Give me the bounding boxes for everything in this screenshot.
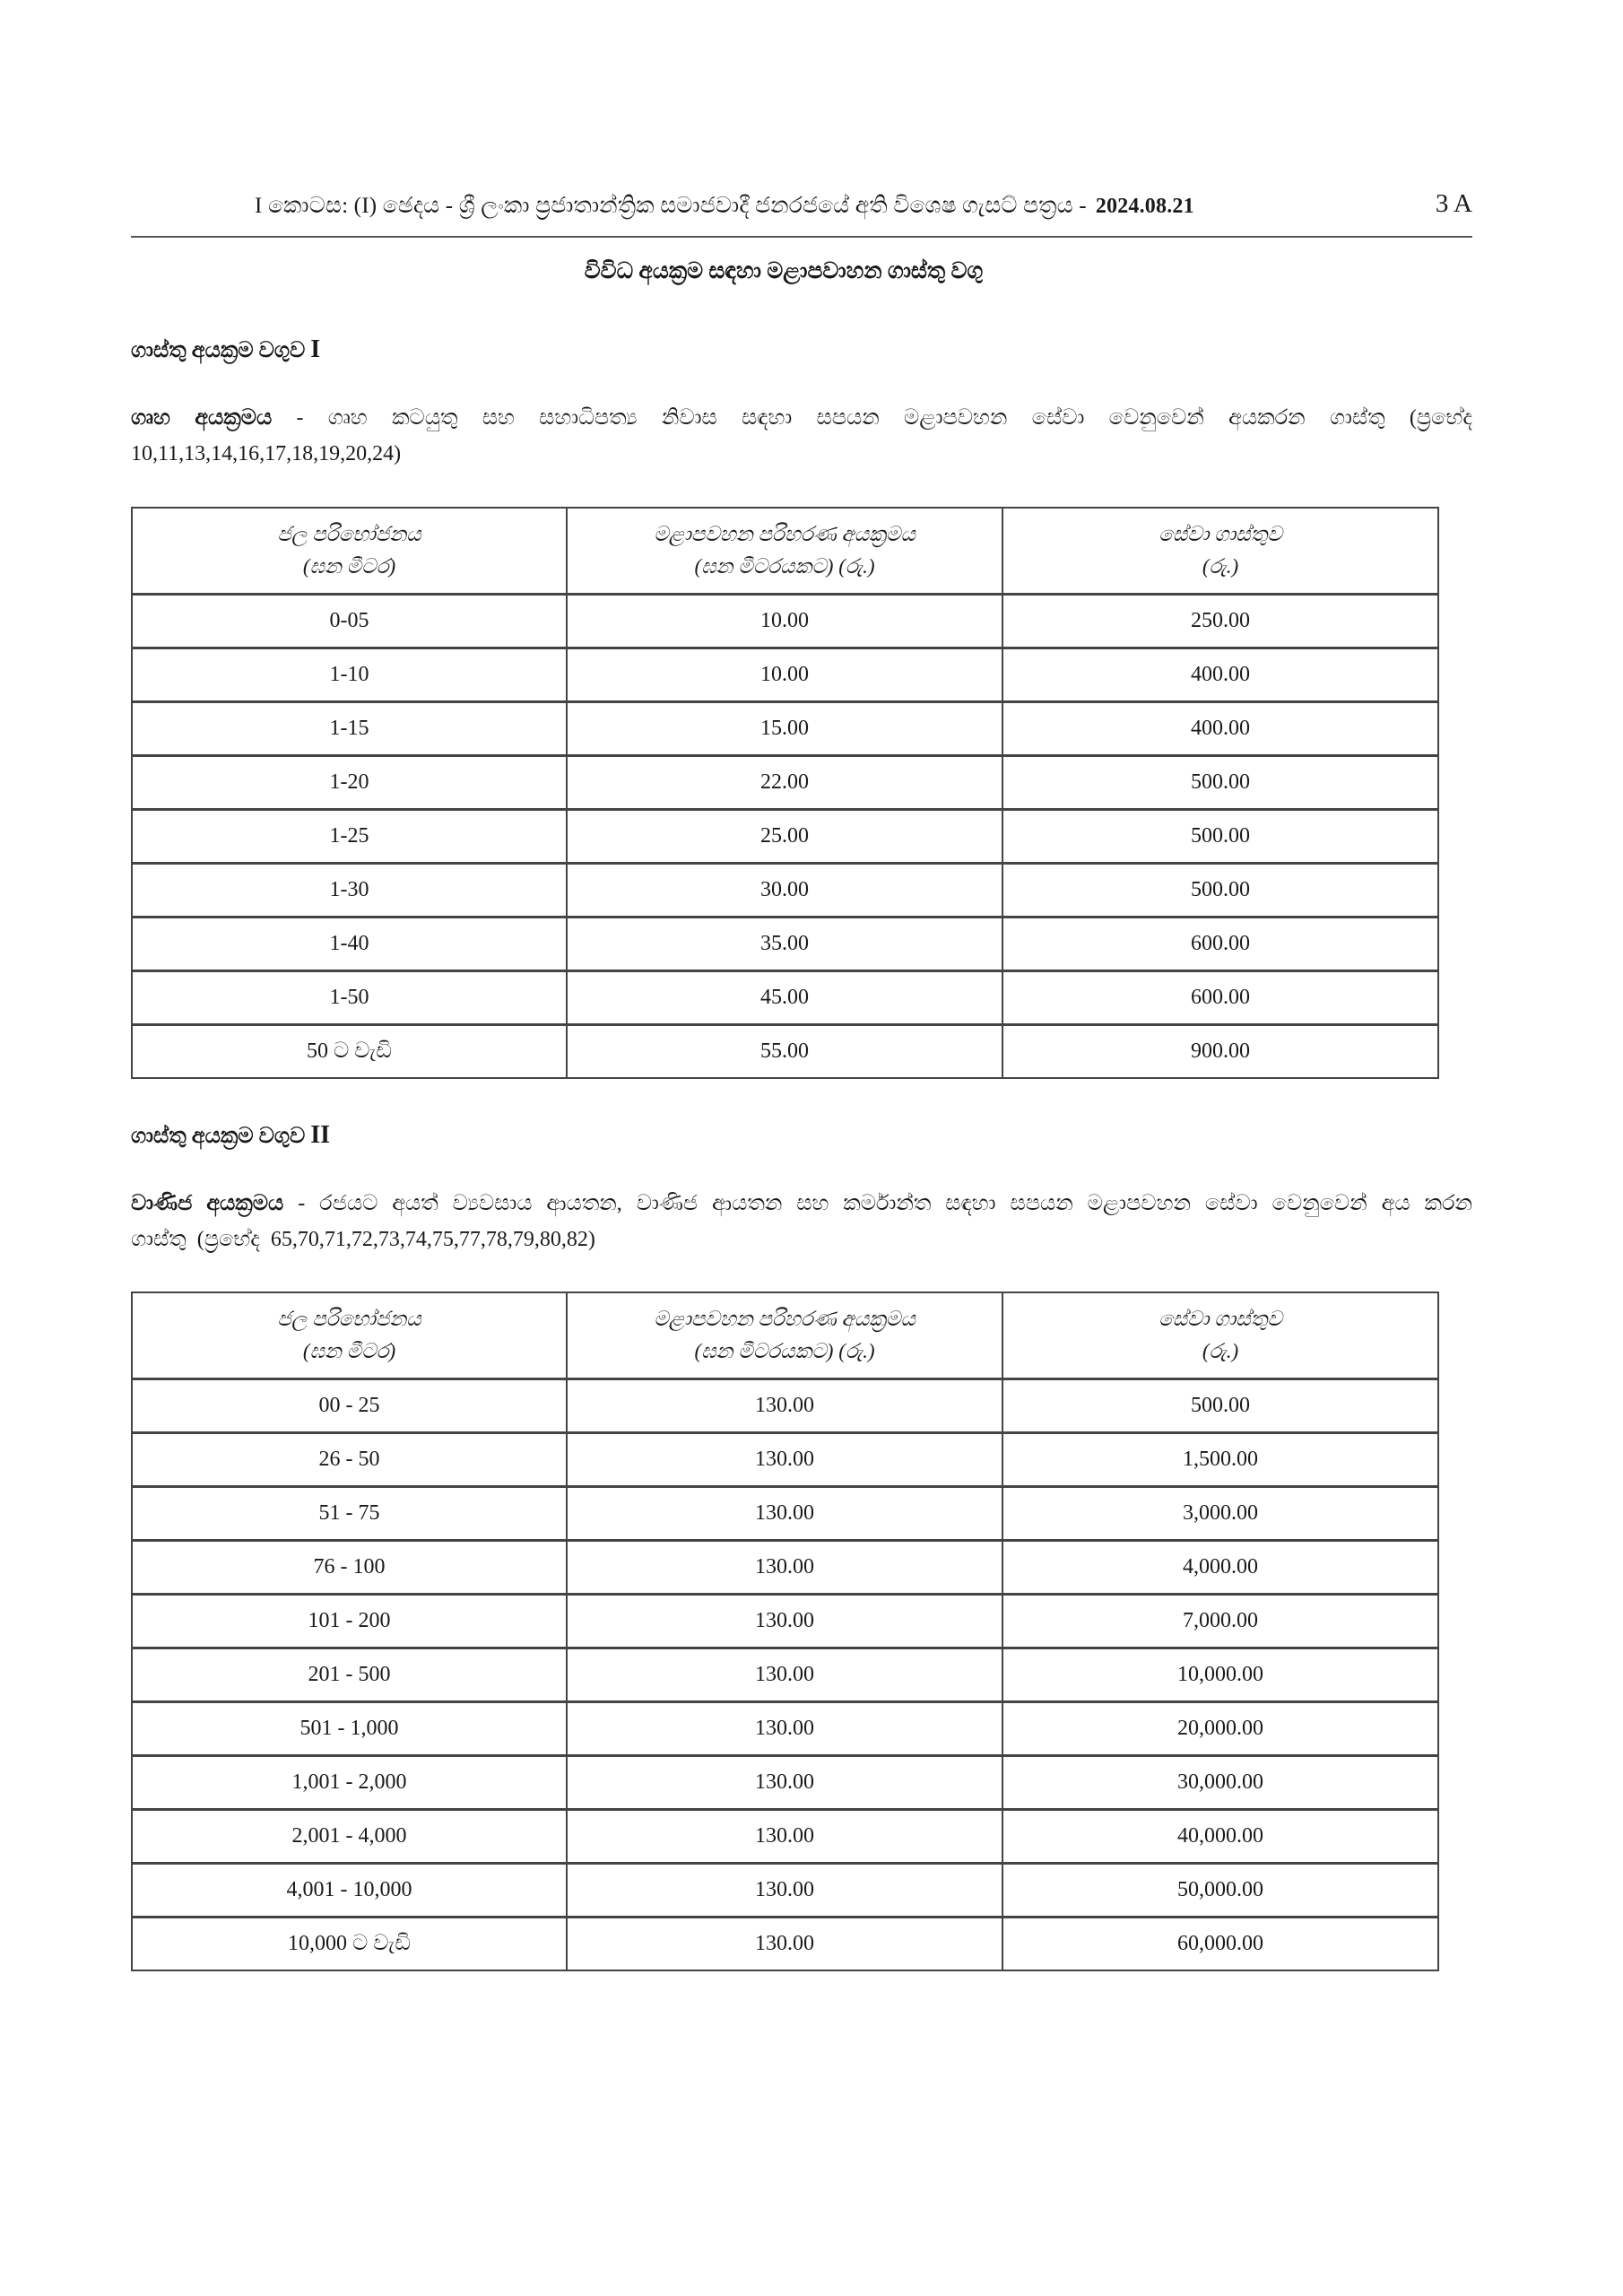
cell-consumption: 1-50 (132, 971, 567, 1025)
table-row (132, 1810, 1438, 1864)
cell-charge: 600.00 (1002, 971, 1438, 1025)
cell-charge: 1,500.00 (1002, 1433, 1438, 1487)
col-header-water-consumption: ජල පරිභෝජනය (ඝන මීටර) (132, 1292, 567, 1379)
cell-rate: 130.00 (567, 1433, 1002, 1487)
table-row (132, 1379, 1438, 1433)
table-row (132, 1864, 1438, 1918)
cell-charge: 50,000.00 (1002, 1864, 1438, 1918)
table-row (132, 702, 1438, 756)
cell-rate: 30.00 (567, 864, 1002, 918)
gazette-header-title (255, 194, 1367, 219)
cell-charge: 500.00 (1002, 756, 1438, 810)
cell-consumption: 2,001 - 4,000 (132, 1810, 567, 1864)
cell-charge: 500.00 (1002, 810, 1438, 864)
table-row (132, 1487, 1438, 1541)
cell-consumption: 76 - 100 (132, 1541, 567, 1595)
tariff-table-2 (131, 1292, 1439, 1971)
cell-charge: 10,000.00 (1002, 1648, 1438, 1702)
cell-rate: 45.00 (567, 971, 1002, 1025)
cell-charge: 900.00 (1002, 1025, 1438, 1079)
cell-charge: 60,000.00 (1002, 1918, 1438, 1971)
cell-consumption: 50 ට වැඩි (132, 1025, 567, 1079)
section-1-desc-bold: ගෘහ අයක්‍රමය (131, 406, 273, 430)
header-date: 2024.08.21 (1095, 195, 1194, 218)
cell-consumption: 1,001 - 2,000 (132, 1756, 567, 1810)
cell-rate: 10.00 (567, 595, 1002, 648)
table-row (132, 648, 1438, 702)
col-header-service-charge: සේවා ගාස්තුව (රු.) (1002, 508, 1438, 595)
header-title-text: I කොටස: (I) ඡෙදය - ශ්‍රී ලංකා ප්‍රජාතාන්ත්‍රික සමාජවාදී ජනරජයේ අති විශෙෂ ගැසට් පත්‍රය - (255, 194, 1087, 218)
table-row (132, 1541, 1438, 1595)
section-2-heading-text: ගාස්තු අයක්‍රම වගුව (131, 1125, 306, 1148)
cell-rate: 130.00 (567, 1756, 1002, 1810)
table-row (132, 1918, 1438, 1971)
section-1-desc-text: - ගෘහ කටයුතු සහ සහාධිපත්‍ය නිවාස සඳහා සපයන මළාපවහන සේවා වෙනුවෙන් අයකරන ගාස්තු (ප්‍රභේද 10,11,13,14,16,17,18,19,20,24) (131, 406, 1472, 465)
col-header-sewerage-rate: මළාපවහන පරිහරණ අයක්‍රමය (ඝන මීටරයකට) (රු.) (567, 508, 1002, 595)
table-header-row (132, 1292, 1438, 1379)
table-row (132, 1433, 1438, 1487)
table-row (132, 595, 1438, 648)
cell-charge: 30,000.00 (1002, 1756, 1438, 1810)
cell-charge: 20,000.00 (1002, 1702, 1438, 1756)
section-1-heading (131, 335, 320, 364)
cell-consumption: 0-05 (132, 595, 567, 648)
section-2-description (131, 1186, 1472, 1257)
cell-rate: 15.00 (567, 702, 1002, 756)
cell-charge: 600.00 (1002, 918, 1438, 971)
table-row (132, 971, 1438, 1025)
section-2-desc-text: - රජයට අයත් ව්‍යවසාය ආයතන, වාණිජ ආයතන සහ කර්මාන්ත සඳහා සපයන මළාපවහන සේවා වෙනුවෙන් අය කරන ගාස්තු (ප්‍රභේද 65,70,71,72,73,74,75,77,78,79,80,82) (131, 1192, 1472, 1251)
cell-consumption: 26 - 50 (132, 1433, 567, 1487)
cell-rate: 130.00 (567, 1541, 1002, 1595)
cell-consumption: 1-10 (132, 648, 567, 702)
header-divider (131, 236, 1472, 238)
cell-consumption: 1-40 (132, 918, 567, 971)
cell-consumption: 1-15 (132, 702, 567, 756)
section-1-heading-text: ගාස්තු අයක්‍රම වගුව (131, 339, 306, 362)
cell-charge: 400.00 (1002, 648, 1438, 702)
cell-charge: 4,000.00 (1002, 1541, 1438, 1595)
table-row (132, 1595, 1438, 1648)
table-row (132, 1648, 1438, 1702)
cell-consumption: 1-25 (132, 810, 567, 864)
cell-rate: 10.00 (567, 648, 1002, 702)
table-row (132, 810, 1438, 864)
cell-charge: 500.00 (1002, 864, 1438, 918)
document-title: විවිධ අයක්‍රම සඳහා මළාපවාහන ගාස්තු වගු (584, 259, 984, 283)
cell-rate: 130.00 (567, 1379, 1002, 1433)
col-header-service-charge: සේවා ගාස්තුව (රු.) (1002, 1292, 1438, 1379)
cell-rate: 55.00 (567, 1025, 1002, 1079)
page-header (131, 185, 1472, 230)
cell-consumption: 1-30 (132, 864, 567, 918)
col-header-water-consumption: ජල පරිභෝජනය (ඝන මීටර) (132, 508, 567, 595)
cell-rate: 130.00 (567, 1595, 1002, 1648)
cell-consumption: 10,000 ට වැඩි (132, 1918, 567, 1971)
cell-rate: 25.00 (567, 810, 1002, 864)
cell-charge: 250.00 (1002, 595, 1438, 648)
section-2-desc-bold: වාණිජ අයක්‍රමය (131, 1192, 284, 1215)
table-row (132, 756, 1438, 810)
cell-charge: 3,000.00 (1002, 1487, 1438, 1541)
cell-consumption: 201 - 500 (132, 1648, 567, 1702)
cell-charge: 7,000.00 (1002, 1595, 1438, 1648)
cell-consumption: 101 - 200 (132, 1595, 567, 1648)
table-header-row (132, 508, 1438, 595)
cell-charge: 40,000.00 (1002, 1810, 1438, 1864)
section-2-heading (131, 1121, 330, 1150)
cell-rate: 22.00 (567, 756, 1002, 810)
cell-rate: 130.00 (567, 1864, 1002, 1918)
cell-consumption: 00 - 25 (132, 1379, 567, 1433)
table-row (132, 864, 1438, 918)
section-2-roman: II (310, 1121, 331, 1149)
table-row (132, 1702, 1438, 1756)
cell-consumption: 1-20 (132, 756, 567, 810)
col-header-sewerage-rate: මළාපවහන පරිහරණ අයක්‍රමය (ඝන මීටරයකට) (රු.) (567, 1292, 1002, 1379)
cell-consumption: 51 - 75 (132, 1487, 567, 1541)
table-row (132, 1756, 1438, 1810)
table-row (132, 1025, 1438, 1079)
page-number: 3 A (1435, 189, 1472, 218)
cell-rate: 130.00 (567, 1487, 1002, 1541)
cell-consumption: 501 - 1,000 (132, 1702, 567, 1756)
tariff-table-1 (131, 507, 1439, 1079)
section-1-description (131, 400, 1472, 472)
cell-rate: 130.00 (567, 1648, 1002, 1702)
section-1-roman: I (310, 335, 321, 363)
cell-rate: 130.00 (567, 1810, 1002, 1864)
cell-rate: 35.00 (567, 918, 1002, 971)
cell-consumption: 4,001 - 10,000 (132, 1864, 567, 1918)
cell-rate: 130.00 (567, 1918, 1002, 1971)
table-row (132, 918, 1438, 971)
cell-charge: 400.00 (1002, 702, 1438, 756)
cell-rate: 130.00 (567, 1702, 1002, 1756)
cell-charge: 500.00 (1002, 1379, 1438, 1433)
